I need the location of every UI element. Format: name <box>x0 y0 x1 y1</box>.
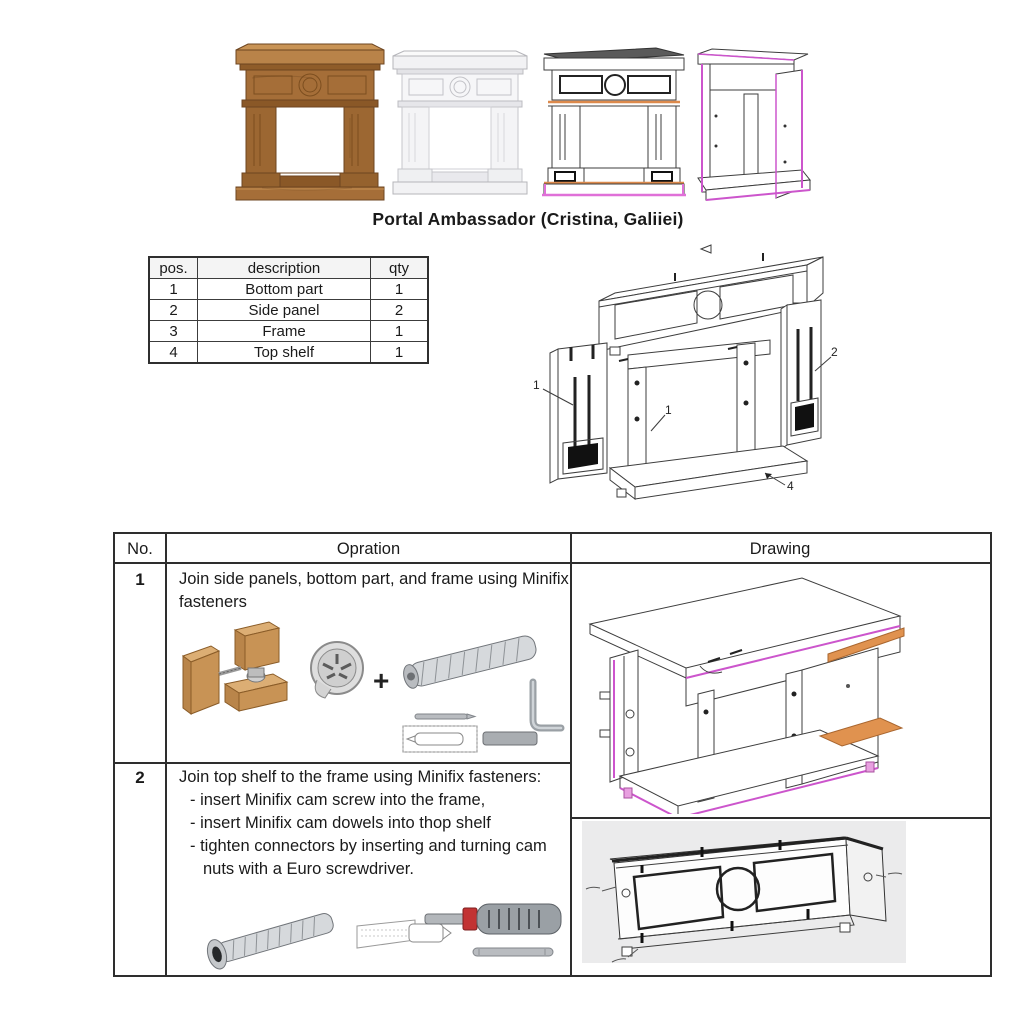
part-description: Frame <box>198 321 371 342</box>
table-row <box>149 300 428 321</box>
step-operation-text: Join side panels, bottom part, and frame using Minifix fasteners <box>179 570 569 611</box>
part-description: Side panel <box>198 300 371 321</box>
part-qty: 2 <box>371 300 429 321</box>
part-description: Top shelf <box>198 342 371 364</box>
steps-table <box>113 532 992 977</box>
steps-header-operation: Opration <box>336 540 401 558</box>
part-pos: 4 <box>149 342 198 364</box>
step2-drawing-image <box>582 821 906 973</box>
exploded-label-side-right: 2 <box>831 345 838 359</box>
white-mantel-image <box>390 46 530 200</box>
part-description: Bottom part <box>198 279 371 300</box>
parts-table-header-row <box>149 257 428 279</box>
part-pos: 3 <box>149 321 198 342</box>
cam-screw-and-screwdriver-image <box>177 900 569 972</box>
parts-header-description: description <box>198 257 371 279</box>
part-qty: 1 <box>371 342 429 364</box>
exploded-label-bottom: 4 <box>787 479 794 493</box>
part-pos: 1 <box>149 279 198 300</box>
step2-bullet: - insert Minifix cam dowels into thop shelf <box>190 814 491 832</box>
step2-bullet: - tighten connectors by inserting and turning cam nuts with a Euro screwdriver. <box>190 837 547 878</box>
parts-table <box>148 256 429 364</box>
table-row <box>149 342 428 364</box>
steps-header-no: No. <box>127 540 153 558</box>
exploded-label-frame: 1 <box>665 403 672 417</box>
exploded-assembly-diagram <box>515 243 921 509</box>
exploded-label-side-left: 1 <box>533 378 540 392</box>
step2-bullet: - insert Minifix cam screw into the frame, <box>190 791 486 809</box>
step2-intro: Join top shelf to the frame using Minifix fasteners: <box>179 768 542 786</box>
parts-header-qty: qty <box>371 257 429 279</box>
line-drawing-front-image <box>540 44 688 198</box>
row-divider <box>115 762 572 764</box>
parts-header-pos: pos. <box>149 257 198 279</box>
brown-mantel-image <box>232 38 388 204</box>
minifix-fasteners-image <box>177 618 569 758</box>
page-title: Portal Ambassador (Cristina, Galiiei) <box>372 209 684 229</box>
table-row <box>149 321 428 342</box>
part-qty: 1 <box>371 279 429 300</box>
step-operation-text <box>179 766 579 881</box>
steps-header-drawing: Drawing <box>749 540 811 558</box>
step-number: 2 <box>135 768 145 787</box>
table-row <box>149 279 428 300</box>
step-number: 1 <box>135 570 145 589</box>
line-drawing-back-image <box>690 46 816 206</box>
step1-drawing-image <box>580 566 912 814</box>
part-pos: 2 <box>149 300 198 321</box>
column-divider <box>165 534 167 975</box>
plus-sign: + <box>373 665 390 696</box>
row-divider <box>570 817 990 819</box>
part-qty: 1 <box>371 321 429 342</box>
